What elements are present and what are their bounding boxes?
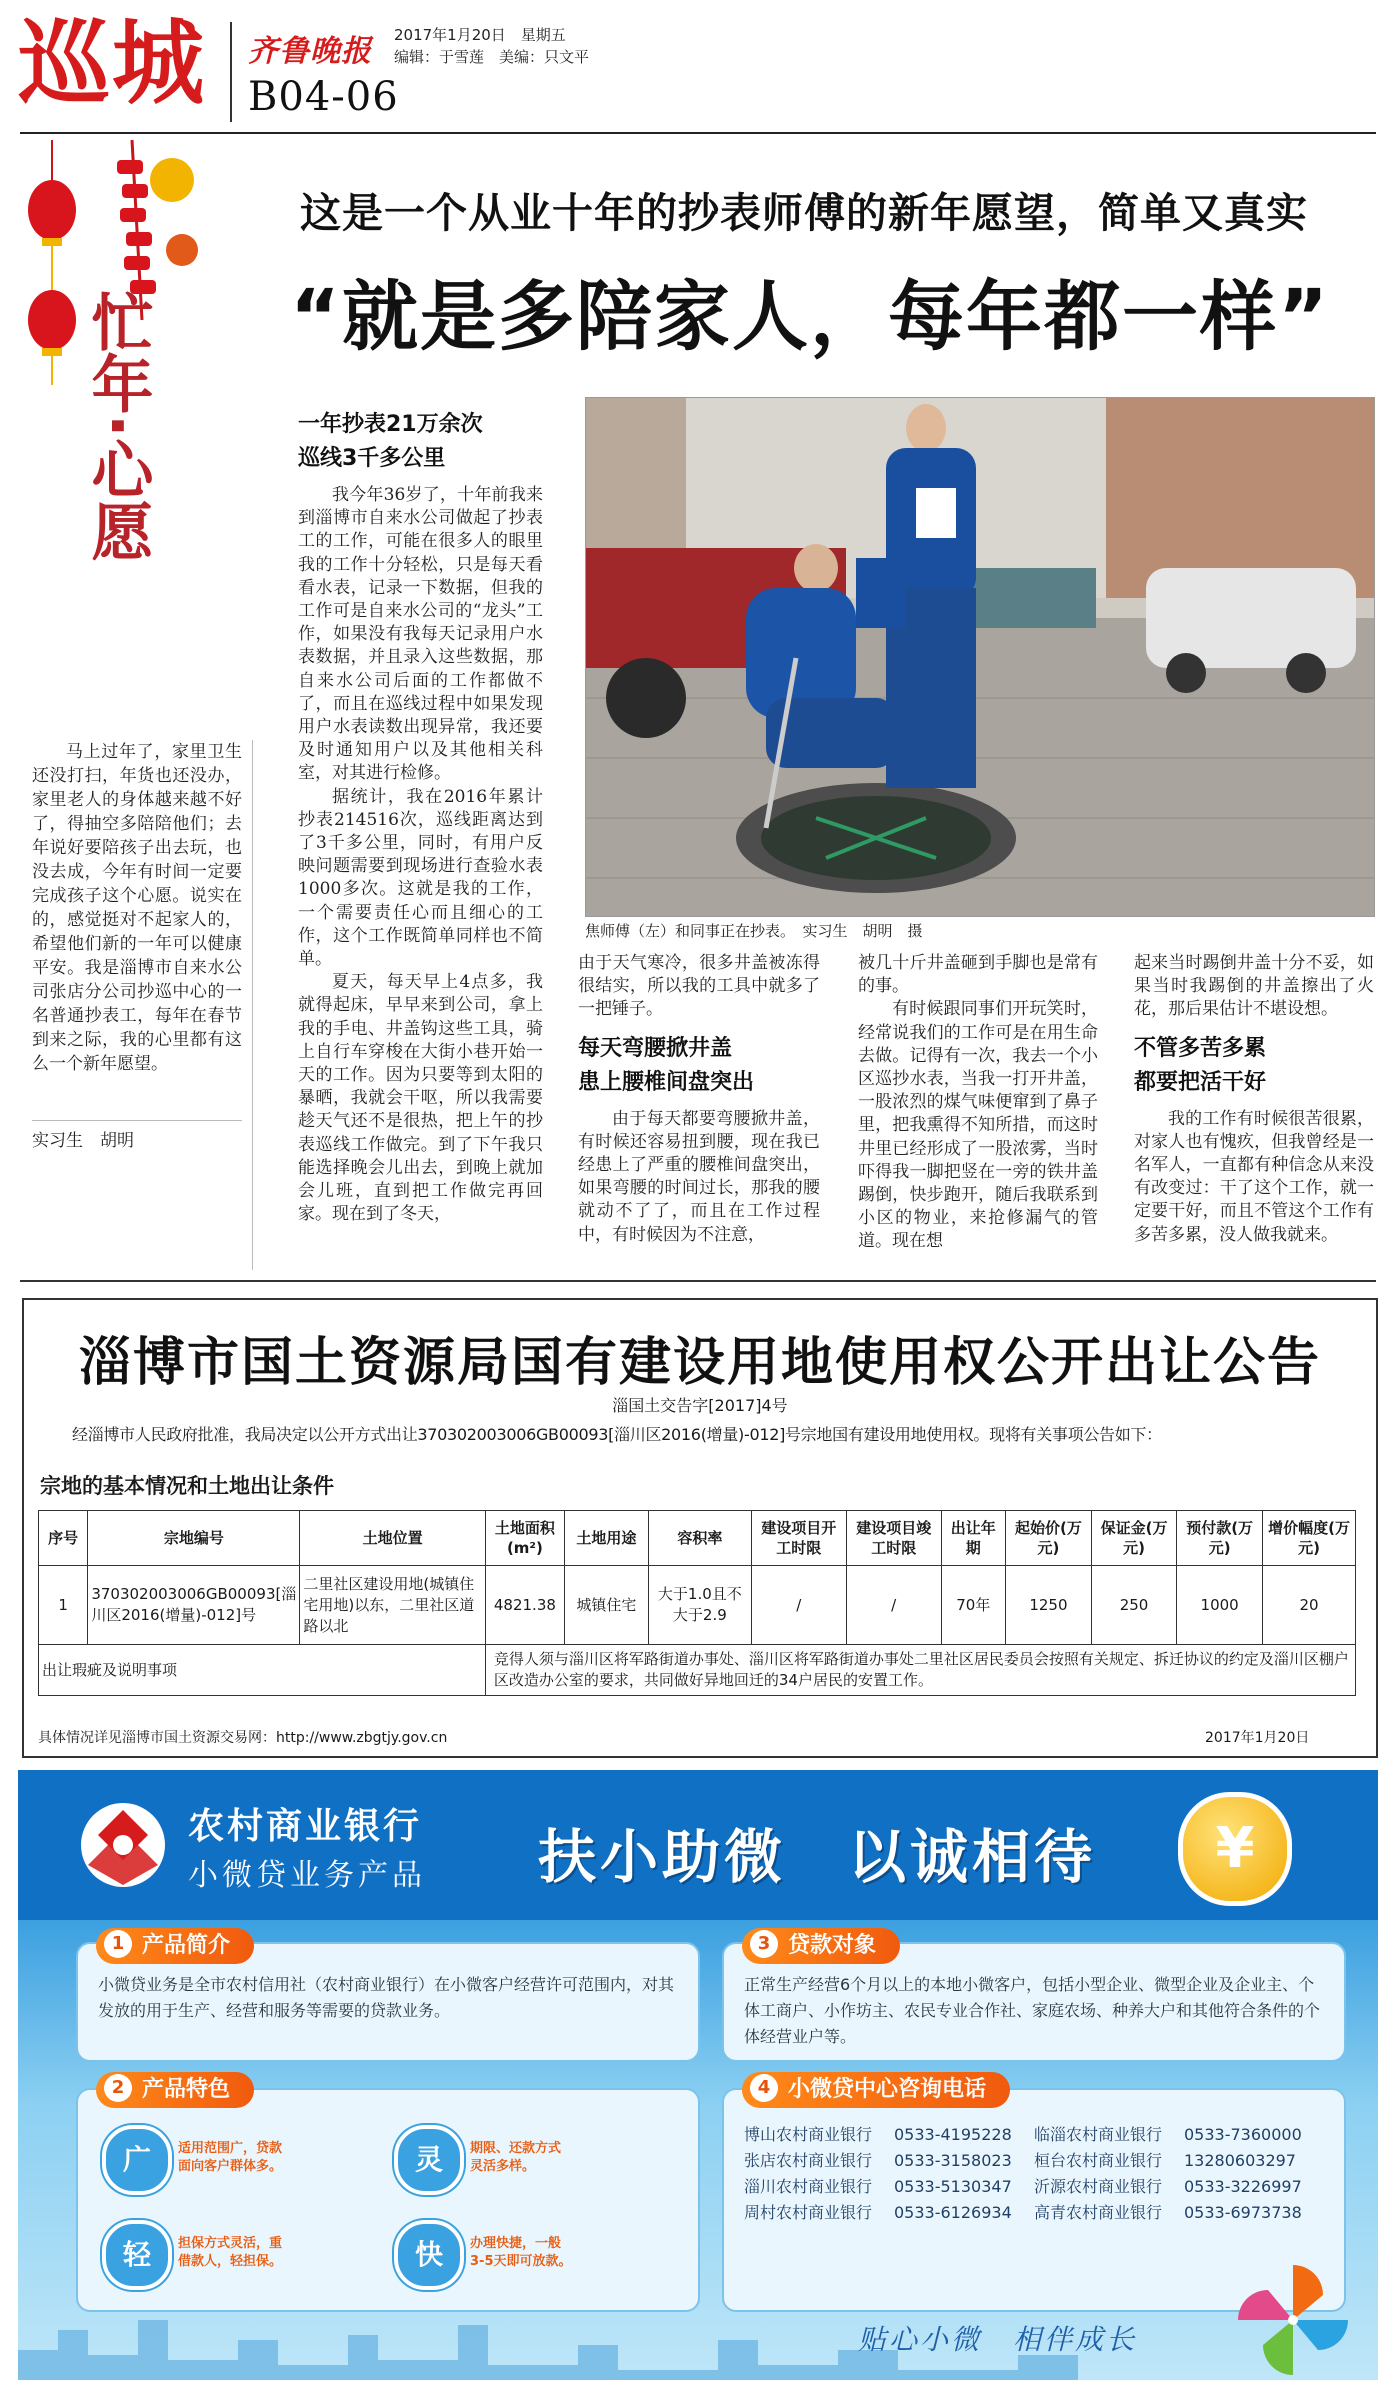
tag-label: 贷款对象 [788,1933,877,1958]
table-cell: 二里社区建设用地(城镇住宅用地)以东，二里社区道路以北 [300,1566,486,1645]
coin-icon: ¥ [1178,1792,1292,1906]
feature-line: 担保方式灵活，重 [178,2236,283,2251]
table-cell: 大于1.0且不大于2.9 [648,1566,751,1645]
subhead-3b: 都要把活干好 [1134,1069,1267,1095]
table-extra-row [39,1645,1356,1696]
notice-footer-link: 具体情况详见淄博市国土资源交易网：http://www.zbgtjy.gov.cn [38,1730,448,1746]
table-cell: 70年 [941,1566,1005,1645]
ad-slogan: 扶小助微 以诚相待 [538,1823,1097,1891]
phone-number: 0533-4195228 [894,2125,1012,2144]
photo-caption: 焦师傅（左）和同事正在抄表。 实习生 胡明 摄 [585,922,923,940]
bank-logo-icon [78,1800,168,1890]
paragraph-8: 起来当时踢倒井盖十分不妥，如果当时我踢倒的井盖擦出了火花，那后果估计不堪设想。 [1134,953,1374,1020]
phone-number: 0533-7360000 [1184,2125,1302,2144]
table-header: 土地位置 [300,1511,486,1566]
paragraph-9: 我的工作有时候很苦很累，对家人也有愧疚，但我曾经是一名军人，一直都有种信念从来没有改变过：干了这个工作，就一定要干好，而且不管这个工作有多苦多累，没人做我就来。 [1134,1108,1374,1245]
phone-number: 0533-5130347 [894,2177,1012,2196]
table-header: 起始价(万元) [1005,1511,1091,1566]
branch-name: 博山农村商业银行 [744,2125,873,2144]
article-kicker: 这是一个从业十年的抄表师傅的新年愿望，简单又真实 [300,189,1308,237]
meter-reading-photo-icon [586,398,1374,916]
bank-product: 小微贷业务产品 [188,1858,426,1893]
bank-advertisement [18,1770,1378,2380]
loan-target-text: 正常生产经营6个月以上的本地小微客户，包括小型企业、微型企业及企业主、个体工商户、小作坊主、农民专业合作社、家庭农场、种养大户和其他符合条件的个体经营业户等。 [744,1975,1321,2046]
notice-subtitle: 宗地的基本情况和土地出让条件 [40,1474,334,1498]
land-table [38,1510,1356,1696]
phone-number: 0533-6973738 [1184,2203,1302,2222]
product-intro-text: 小微贷业务是全市农村信用社（农村商业银行）在小微客户经营许可范围内，对其发放的用于生产、经营和服务等需要的贷款业务。 [98,1975,675,2020]
table-header: 预付款(万元) [1177,1511,1263,1566]
bank-name: 农村商业银行 [188,1806,423,1847]
phone-number: 13280603297 [1184,2151,1296,2170]
card-product-features [76,2088,700,2312]
subhead-1b: 巡线3千多公里 [298,446,446,471]
article-column-3 [858,952,1098,1254]
feature-line: 适用范围广，贷款 [178,2141,283,2156]
feature-line: 借款人，轻担保。 [178,2254,283,2269]
table-header: 建设项目竣工时限 [846,1511,941,1566]
feature-line: 期限、还款方式 [470,2141,562,2156]
table-cell: 城镇住宅 [564,1566,648,1645]
notice-footer-date: 2017年1月20日 [1205,1730,1310,1746]
table-header: 保证金(万元) [1091,1511,1176,1566]
table-header: 土地面积(m²) [485,1511,564,1566]
article-column-2 [578,952,820,1247]
notice-doc-number: 淄国土交告字[2017]4号 [612,1396,788,1415]
table-header: 宗地编号 [88,1511,300,1566]
tag-label: 产品简介 [142,1933,231,1958]
masthead-rule [20,132,1376,134]
section-title: 巡城 [18,10,207,117]
feature-line: 面向客户群体多。 [178,2159,283,2174]
festive-decoration [22,140,212,720]
tag-hotline [742,2072,1010,2108]
tag-label: 产品特色 [142,2077,231,2102]
article-photo [585,397,1375,917]
feature-line: 3-5天即可放款。 [470,2254,572,2269]
intro-column [32,740,242,1153]
subhead-2a: 每天弯腰掀井盖 [578,1035,733,1061]
paragraph-7: 有时候跟同事们开玩笑时，经常说我们的工作可是在用生命去做。记得有一次，我去一个小区巡抄水表，当我一打开井盖，一股浓烈的煤气味便窜到了鼻子里，把我熏得不知所措，而这时井里已经形成了一股浓雾，当时吓得我一脚把竖在一旁的铁井盖踢倒，快步跑开，随后我联系到小区的物业，来抢修漏气的管道。现在想 [858,999,1098,1252]
masthead-meta [394,24,589,68]
table-header: 序号 [39,1511,88,1566]
num-3-icon: 3 [750,1930,778,1958]
branch-name: 高青农村商业银行 [1034,2203,1163,2222]
deco-title-top: 忙年 [81,290,154,414]
page-number: B04-06 [248,74,399,120]
feature-wide-text [178,2140,282,2176]
table-cell: 1 [39,1566,88,1645]
table-header: 容积率 [648,1511,751,1566]
table-header-row [39,1511,1356,1566]
branch-name: 沂源农村商业银行 [1034,2177,1163,2196]
feature-wide-icon: 广 [102,2125,172,2195]
notice-intro: 经淄博市人民政府批准，我局决定以公开方式出让370302003006GB00093[淄川区2016(增量)-012]号宗地国有建设用地使用权。现将有关事项公告如下： [72,1425,1162,1444]
paragraph-5: 由于每天都要弯腰掀井盖，有时候还容易扭到腰，现在我已经患上了严重的腰椎间盘突出，如果弯腰的时间过长，那我的腰就动不了了，而且在工作过程中，有时候因为不注意， [578,1108,820,1245]
editor-line: 编辑：于雪莲 美编：只文平 [394,48,590,66]
masthead-divider [230,22,232,122]
paper-name: 齐鲁晚报 [248,34,372,69]
tag-loan-target [742,1928,900,1964]
table-cell: / [751,1566,846,1645]
extra-text: 竞得人须与淄川区将军路街道办事处、淄川区将军路街道办事处二里社区居民委员会按照有关规定、拆迁协议的约定及淄川区棚户区改造办公室的要求，共同做好异地回迁的34户居民的安置工作。 [485,1645,1355,1696]
num-2-icon: 2 [104,2074,132,2102]
phone-number: 0533-3226997 [1184,2177,1302,2196]
table-header: 土地用途 [564,1511,648,1566]
table-cell: / [846,1566,941,1645]
branch-name: 桓台农村商业银行 [1034,2151,1163,2170]
feature-flexible-icon: 灵 [394,2125,464,2195]
phone-row [744,2174,1302,2197]
section-rule [20,1280,1376,1282]
column-divider [252,740,253,1270]
phone-row [744,2200,1302,2223]
subhead-3a: 不管多苦多累 [1134,1035,1267,1061]
phone-row [744,2122,1302,2145]
deco-title-bottom: 心愿 [81,437,154,562]
table-cell: 250 [1091,1566,1176,1645]
feature-fast-text [470,2235,572,2271]
pinwheel-icon [1233,2260,1353,2380]
paragraph-4: 由于天气寒冷，很多井盖被冻得很结实，所以我的工具中就多了一把锤子。 [578,953,820,1020]
paragraph-1: 我今年36岁了，十年前我来到淄博市自来水公司做起了抄表工的工作，可能在很多人的眼里我的工作十分轻松，只是每天看看水表，记录一下数据，但我的工作可是自来水公司的“龙头”工作，如果没有我每天记录用户水表数据，并且录入这些数据，那自来水公司后面的工作都做不了，而且在巡线过程中如果发现用户水表读数出现异常，我还要及时通知用户以及其他相关科室，对其进行检修。 [298,485,543,784]
branch-name: 周村农村商业银行 [744,2203,873,2222]
table-header: 增价幅度(万元) [1263,1511,1356,1566]
feature-fast-icon: 快 [394,2220,464,2290]
ad-tagline: 贴心小微 相伴成长 [858,2323,1138,2356]
phone-number: 0533-6126934 [894,2203,1012,2222]
table-cell: 370302003006GB00093[淄川区2016(增量)-012]号 [88,1566,300,1645]
paragraph-2: 据统计，我在2016年累计抄表214516次，巡线距离达到了3千多公里，同时，有用户反映问题需要到现场进行查验水表1000多次。这就是我的工作，一个需要责任心而且细心的工作，这个工作既简单同样也不简单。 [298,786,543,970]
subhead-2b: 患上腰椎间盘突出 [578,1069,755,1095]
num-1-icon: 1 [104,1930,132,1958]
tag-product-intro [96,1928,254,1964]
feature-line: 办理快捷，一般 [470,2236,562,2251]
deco-title [81,290,154,562]
table-header: 出让年期 [941,1511,1005,1566]
article-column-4 [1134,952,1374,1247]
deco-dot: · [81,414,154,438]
branch-name: 临淄农村商业银行 [1034,2125,1163,2144]
tag-label: 小微贷中心咨询电话 [788,2077,987,2102]
table-cell: 4821.38 [485,1566,564,1645]
table-cell: 1250 [1005,1566,1091,1645]
tag-product-features [96,2072,254,2108]
table-header: 建设项目开工时限 [751,1511,846,1566]
extra-label: 出让瑕疵及说明事项 [39,1645,486,1696]
feature-line: 灵活多样。 [470,2159,536,2174]
phone-number: 0533-3158023 [894,2151,1012,2170]
branch-name: 张店农村商业银行 [744,2151,873,2170]
table-row [39,1566,1356,1645]
paragraph-3: 夏天，每天早上4点多，我就得起床，早早来到公司，拿上我的手电、井盖钩这些工具，骑上自行车穿梭在大街小巷开始一天的工作。因为只要等到太阳的暴晒，我就会干呕，所以我需要趁天气还不是很热，把上午的抄表巡线工作做完。到了下午我只能选择晚会儿出去，到晚上就加会儿班，直到把工作做完再回家。现在到了冬天， [298,972,543,1225]
article-headline: “就是多陪家人，每年都一样” [290,272,1330,361]
city-skyline-icon [18,2310,1378,2380]
table-cell: 20 [1263,1566,1356,1645]
date-line: 2017年1月20日 星期五 [394,26,566,44]
intro-byline: 实习生 胡明 [32,1120,242,1153]
feature-flexible-text [470,2140,561,2176]
branch-name: 淄川农村商业银行 [744,2177,873,2196]
paragraph-6: 被几十斤井盖砸到手脚也是常有的事。 [858,953,1098,997]
feature-light-icon: 轻 [102,2220,172,2290]
subhead-1a: 一年抄表21万余次 [298,412,483,437]
table-cell: 1000 [1177,1566,1263,1645]
notice-title: 淄博市国土资源局国有建设用地使用权公开出让公告 [78,1332,1321,1393]
intro-text: 马上过年了，家里卫生还没打扫，年货也还没办，家里老人的身体越来越不好了，得抽空多陪陪他们；去年说好要陪孩子出去玩，也没去成，今年有时间一定要完成孩子这个心愿。说实在的，感觉挺对不起家人的，希望他们新的一年可以健康平安。我是淄博市自来水公司张店分公司抄巡中心的一名普通抄表工，每年在春节到来之际，我的心里都有这么一个新年愿望。 [32,742,242,1074]
feature-light-text [178,2235,282,2271]
article-column-1 [298,408,543,1227]
phone-row [744,2148,1296,2171]
num-4-icon: 4 [750,2074,778,2102]
